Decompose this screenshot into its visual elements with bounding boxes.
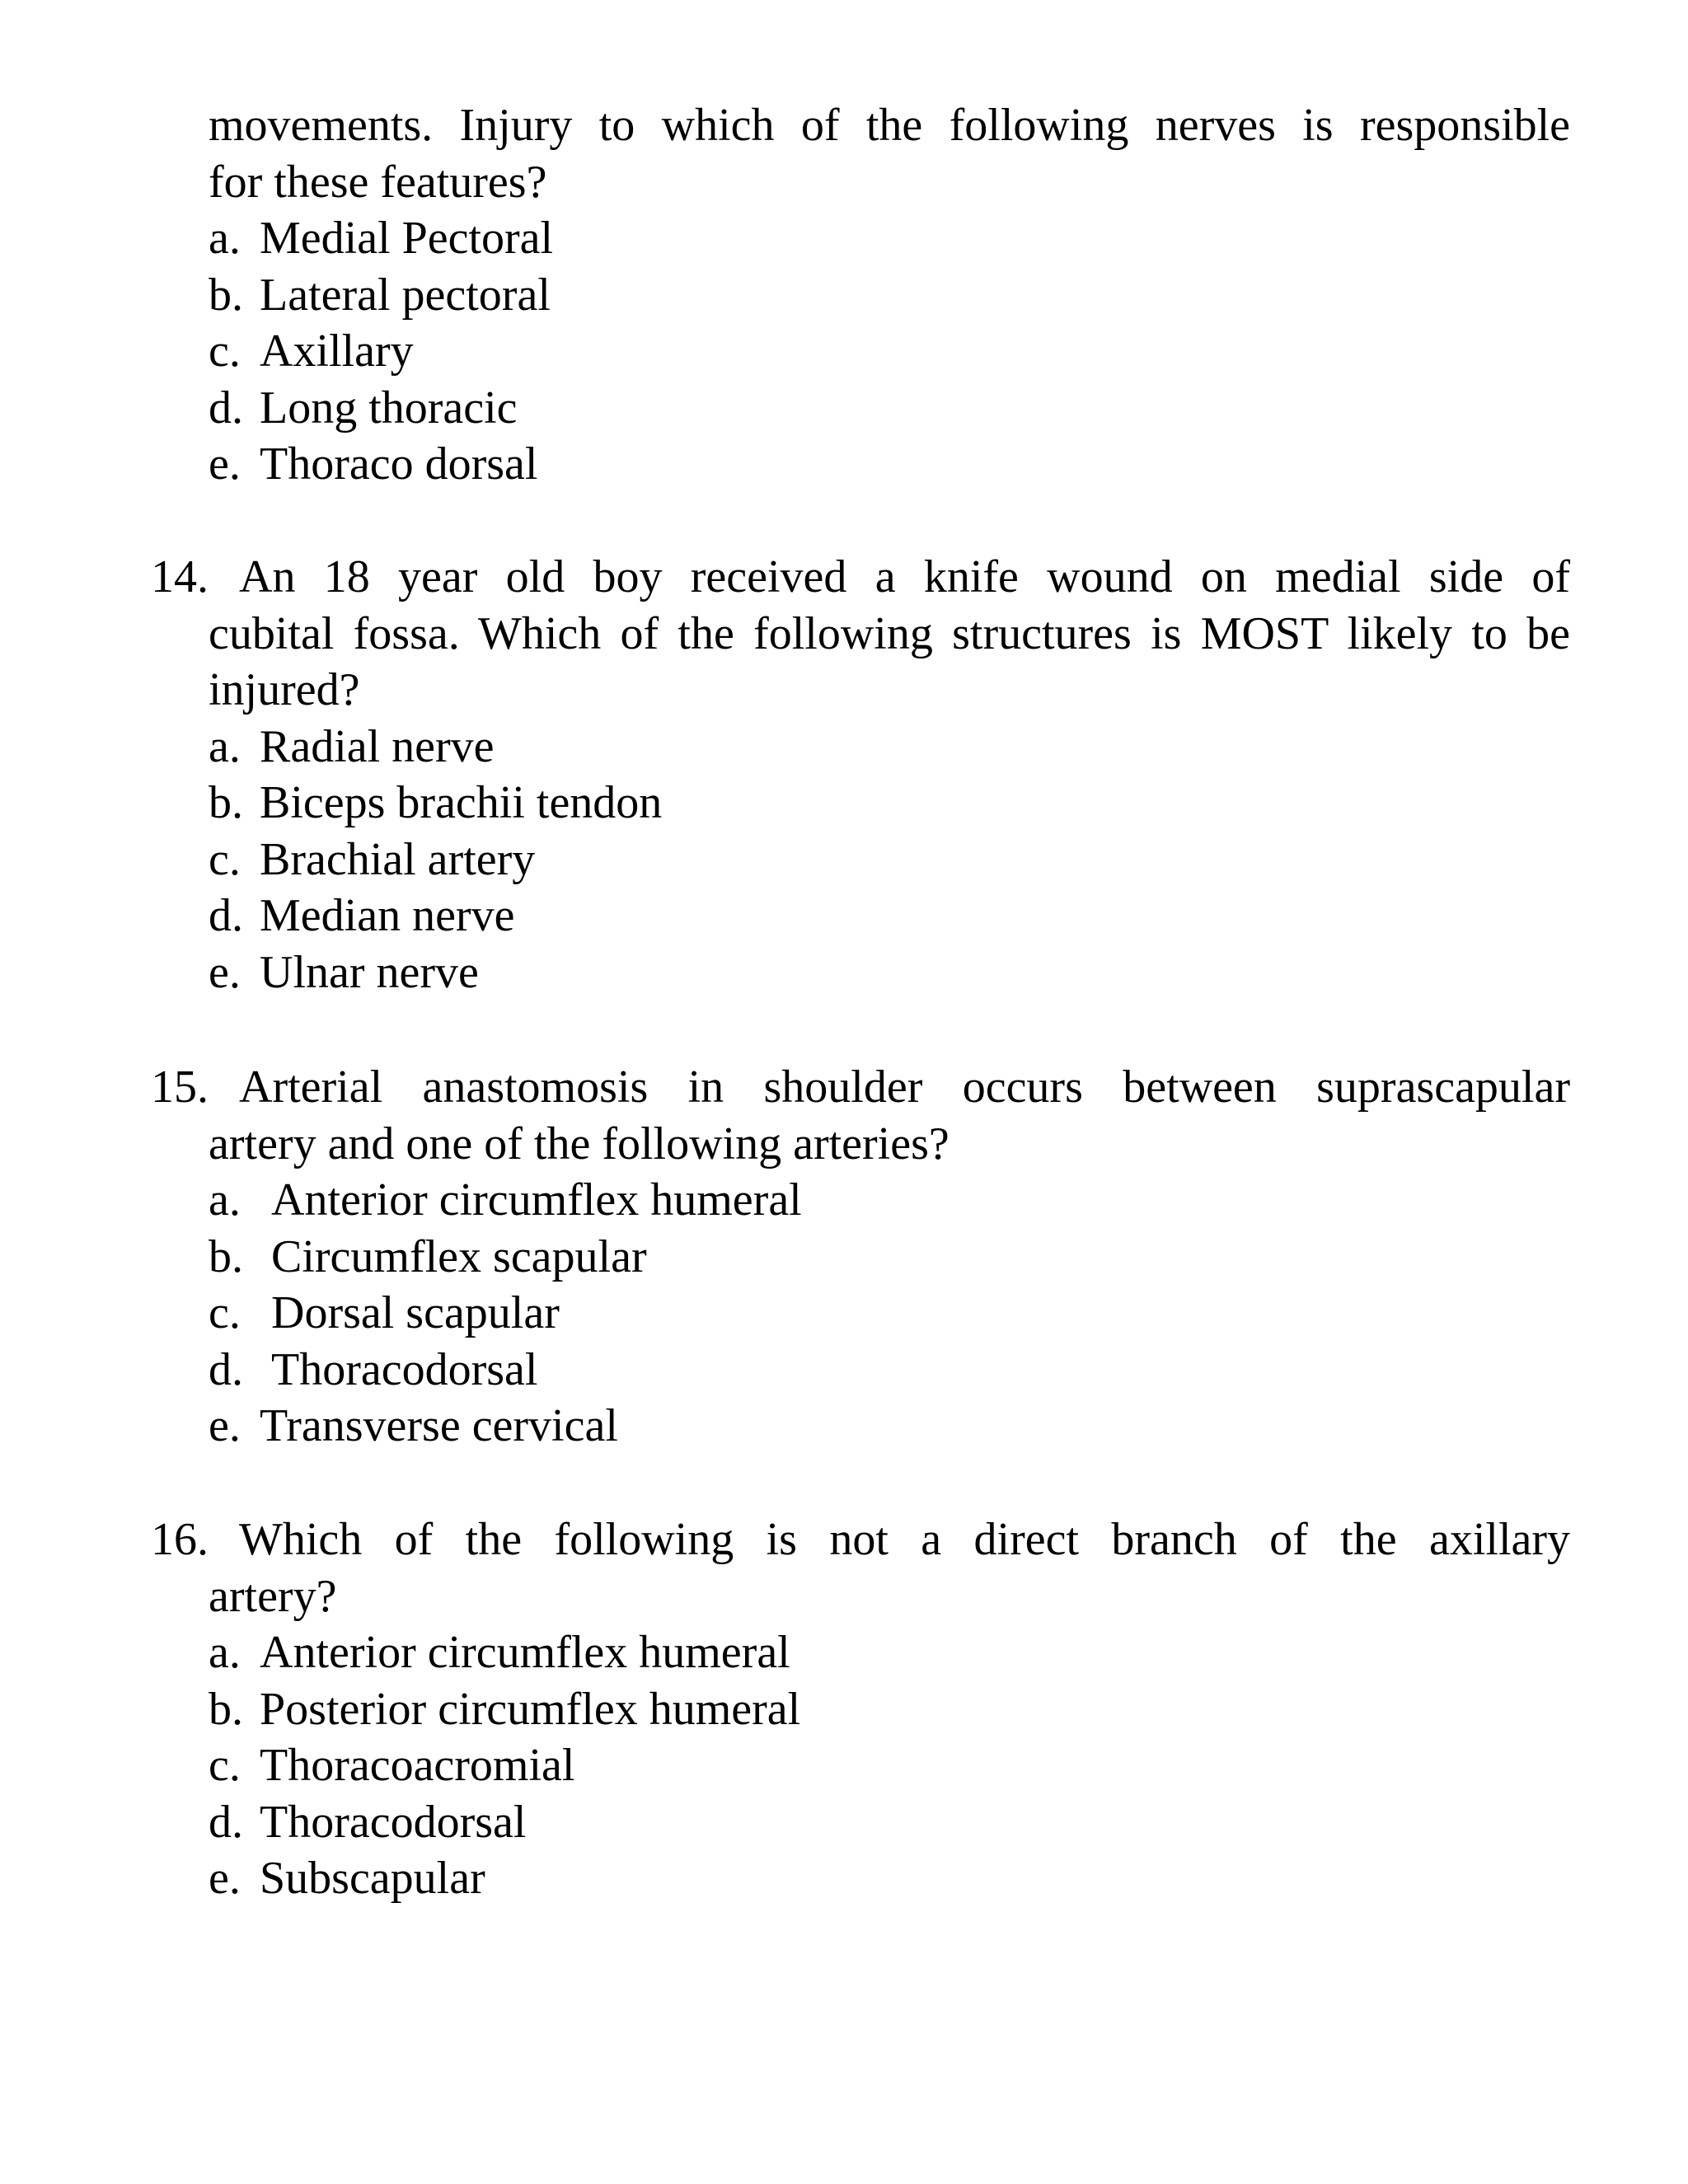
option-text: Anterior circumflex humeral bbox=[271, 1174, 802, 1226]
option-letter: a. bbox=[209, 720, 241, 772]
option-letter: b. bbox=[209, 269, 243, 321]
question-text-line: movements. Injury to which of the following nerves is responsible bbox=[209, 100, 1570, 151]
option-letter: e. bbox=[209, 1853, 241, 1904]
option-letter: c. bbox=[209, 1740, 241, 1791]
option-letter: c. bbox=[209, 833, 241, 885]
question-text-line: cubital fossa. Which of the following structures is MOST likely to be bbox=[209, 607, 1570, 659]
option-e bbox=[209, 436, 1570, 493]
option-text: Long thoracic bbox=[260, 382, 518, 434]
option-text: Transverse cervical bbox=[260, 1400, 618, 1451]
option-letter: b. bbox=[209, 1683, 243, 1735]
question-number: 15. bbox=[151, 1062, 209, 1113]
option-letter: d. bbox=[209, 1343, 243, 1395]
option-e bbox=[209, 944, 1570, 1001]
option-letter: c. bbox=[209, 326, 241, 377]
option-text: Circumflex scapular bbox=[271, 1230, 647, 1282]
option-b bbox=[209, 775, 1570, 832]
option-text: Posterior circumflex humeral bbox=[260, 1683, 801, 1735]
option-text: Lateral pectoral bbox=[260, 269, 551, 321]
question-text-line: injured? bbox=[209, 664, 360, 715]
option-text: Brachial artery bbox=[260, 833, 536, 885]
option-letter: e. bbox=[209, 438, 241, 490]
option-letter: a. bbox=[209, 1627, 241, 1678]
question-number: 14. bbox=[151, 551, 209, 602]
question-text-line: artery and one of the following arteries? bbox=[209, 1118, 950, 1169]
option-text: Axillary bbox=[260, 326, 414, 377]
option-text: Subscapular bbox=[260, 1853, 485, 1904]
option-a bbox=[209, 1172, 1570, 1229]
option-c bbox=[209, 832, 1570, 888]
question-text-line: An 18 year old boy received a knife wound on medial side of bbox=[239, 551, 1570, 602]
option-d bbox=[209, 1794, 1570, 1851]
question-text-line: Which of the following is not a direct branch of the axillary bbox=[239, 1514, 1570, 1565]
option-text: Medial Pectoral bbox=[260, 213, 554, 264]
option-text: Anterior circumflex humeral bbox=[260, 1627, 790, 1678]
option-text: Radial nerve bbox=[260, 720, 495, 772]
question-15 bbox=[151, 1059, 1570, 1455]
option-letter: d. bbox=[209, 382, 243, 434]
option-b bbox=[209, 1229, 1570, 1286]
option-a bbox=[209, 719, 1570, 776]
option-e bbox=[209, 1398, 1570, 1455]
option-text: Thoraco dorsal bbox=[260, 438, 538, 490]
option-letter: e. bbox=[209, 946, 241, 998]
option-letter: a. bbox=[209, 213, 241, 264]
option-d bbox=[209, 380, 1570, 437]
option-c bbox=[209, 1285, 1570, 1342]
option-e bbox=[209, 1850, 1570, 1907]
question-16 bbox=[151, 1511, 1570, 1907]
question-13-continuation bbox=[209, 97, 1570, 493]
option-b bbox=[209, 1681, 1570, 1738]
option-text: Median nerve bbox=[260, 890, 515, 941]
option-letter: d. bbox=[209, 890, 243, 941]
question-first-line bbox=[151, 549, 1570, 606]
option-c bbox=[209, 1737, 1570, 1794]
option-letter: a. bbox=[209, 1174, 241, 1226]
question-number: 16. bbox=[151, 1514, 209, 1565]
option-a bbox=[209, 1624, 1570, 1681]
question-first-line bbox=[151, 1059, 1570, 1116]
option-d bbox=[209, 1342, 1570, 1399]
option-text: Thoracoacromial bbox=[260, 1740, 575, 1791]
option-text: Thoracodorsal bbox=[260, 1796, 527, 1848]
option-letter: c. bbox=[209, 1287, 241, 1338]
option-text: Dorsal scapular bbox=[271, 1287, 560, 1338]
option-a bbox=[209, 210, 1570, 267]
option-letter: b. bbox=[209, 777, 243, 828]
question-14 bbox=[151, 549, 1570, 1001]
option-letter: e. bbox=[209, 1400, 241, 1451]
option-d bbox=[209, 888, 1570, 944]
question-text-line: for these features? bbox=[209, 156, 547, 208]
question-text-line: Arterial anastomosis in shoulder occurs between suprascapular bbox=[239, 1062, 1570, 1113]
option-c bbox=[209, 323, 1570, 380]
option-text: Biceps brachii tendon bbox=[260, 777, 663, 828]
option-b bbox=[209, 267, 1570, 324]
question-first-line bbox=[151, 1511, 1570, 1568]
option-letter: b. bbox=[209, 1230, 243, 1282]
option-letter: d. bbox=[209, 1796, 243, 1848]
option-text: Ulnar nerve bbox=[260, 946, 479, 998]
option-text: Thoracodorsal bbox=[271, 1343, 538, 1395]
question-text-line: artery? bbox=[209, 1570, 337, 1622]
